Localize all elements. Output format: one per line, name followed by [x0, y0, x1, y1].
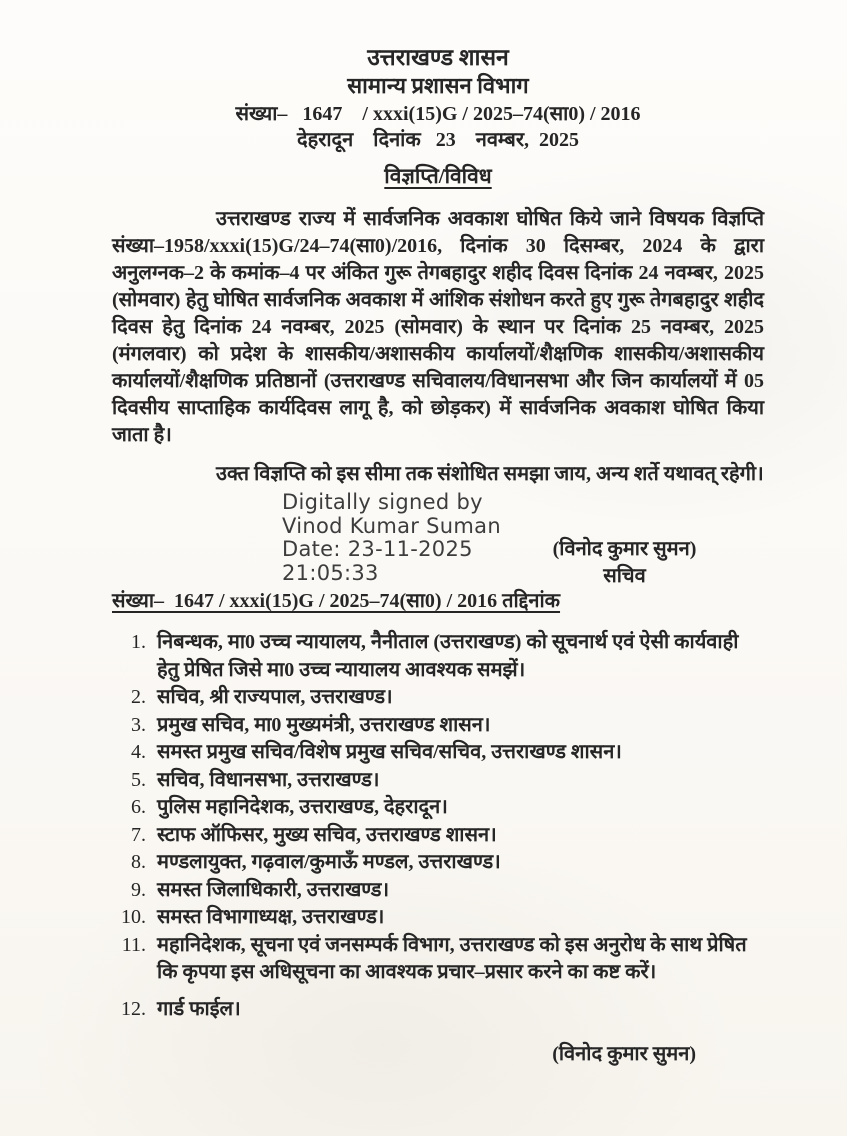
list-item-text: समस्त प्रमुख सचिव/विशेष प्रमुख सचिव/सचिव, उत्तराखण्ड शासन।: [157, 741, 622, 763]
list-item-text: स्टाफ ऑफिसर, मुख्य सचिव, उत्तराखण्ड शासन।: [157, 823, 497, 846]
list-item-number: 7.: [131, 823, 146, 846]
document-content: [112, 38, 764, 1066]
department-name: सामान्य प्रशासन विभाग: [347, 73, 529, 98]
signatory-designation: सचिव: [603, 565, 646, 587]
list-item-text: सचिव, विधानसभा, उत्तराखण्ड।: [157, 768, 380, 791]
list-item: [112, 684, 764, 712]
list-item-number: 6.: [131, 796, 146, 818]
list-item-text: प्रमुख सचिव, मा0 मुख्यमंत्री, उत्तराखण्ड शासन।: [157, 713, 491, 736]
list-item: [112, 712, 764, 740]
list-item-number: 12.: [121, 997, 146, 1020]
list-item-number: 5.: [131, 768, 146, 791]
reference-number-line: संख्या– 1647 / xxxi(15)G / 2025–74(सा0) / 2016 तद्दिनांक: [112, 590, 561, 612]
digital-signature-line-2: Vinod Kumar Suman: [282, 513, 501, 538]
digital-signature-line-1: Digitally signed by: [282, 490, 483, 514]
list-item-text: महानिदेशक, सूचना एवं जनसम्पर्क विभाग, उत्तराखण्ड को इस अनुरोध के साथ प्रेषित कि कृपया इस अधिसूचना का आवश्यक प्रचार–प्रसार करने का कष्ट करें।: [157, 933, 747, 983]
list-item: [112, 849, 764, 877]
list-item: [112, 767, 764, 795]
list-item-number: 10.: [121, 906, 146, 928]
list-item-number: 9.: [131, 878, 146, 901]
list-item-number: 4.: [131, 741, 146, 763]
government-name: उत्तराखण्ड शासन: [367, 45, 509, 70]
list-item: [112, 794, 764, 822]
signatory-name: (विनोद कुमार सुमन): [552, 538, 697, 560]
list-item: [112, 996, 764, 1024]
closing-paragraph: उक्त विज्ञप्ति को इस सीमा तक संशोधित समझा जाय, अन्य शर्ते यथावत् रहेगी।: [216, 463, 764, 485]
place-date-line: देहरादून दिनांक 23 नवम्बर, 2025: [296, 129, 580, 151]
list-item-text: समस्त विभागाध्यक्ष, उत्तराखण्ड।: [157, 906, 385, 928]
list-item-number: 11.: [121, 933, 146, 956]
digital-signature-line-3: Date: 23-11-2025: [282, 537, 473, 561]
main-paragraph: उत्तराखण्ड राज्य में सार्वजनिक अवकाश घोषित किये जाने विषयक विज्ञप्ति संख्या–1958/xxxi(15)G/24–74(सा0)/2016, दिनांक 30 दिसम्बर, 2024 के द्वारा अनुलग्नक–2 के कमांक–4 पर अंकित गुरू तेगबहादुर शहीद दिवस दिनांक 24 नवम्बर, 2025 (सोमवार) हेतु घोषित सार्वजनिक अवकाश में आंशिक संशोधन करते हुए गुरू तेगबहादुर शहीद दिवस हेतु दिनांक 24 नवम्बर, 2025 (सोमवार) के स्थान पर दिनांक 25 नवम्बर, 2025 (मंगलवार) को प्रदेश के शासकीय/अशासकीय कार्यालयों/शैक्षणिक शासकीय/अशासकीय कार्यालयों/शैक्षणिक प्रतिष्ठानों (उत्तराखण्ड सचिवालय/विधानसभा और जिन कार्यालयों में 05 दिवसीय साप्ताहिक कार्यदिवस लागू है, को छोड़कर) में सार्वजनिक अवकाश घोषित किया जाता है।: [112, 208, 764, 446]
footer-signatory-name: (विनोद कुमार सुमन): [552, 1043, 696, 1065]
list-item-text: गार्ड फाईल।: [157, 997, 241, 1020]
list-item-number: 3.: [131, 713, 146, 736]
digital-signature-line-4: 21:05:33: [282, 560, 379, 585]
list-item-number: 8.: [131, 851, 146, 873]
distribution-list: [112, 629, 764, 1023]
digital-signature-stamp: [282, 491, 501, 585]
list-item: [112, 877, 764, 905]
signature-zone: [112, 460, 764, 588]
subject-heading-wrap: [112, 162, 764, 190]
list-item-number: 1.: [131, 631, 146, 653]
list-item: [112, 932, 764, 987]
list-item: [112, 629, 764, 684]
letter-number-line: संख्या– 1647 / xxxi(15)G / 2025–74(सा0) / 2016: [235, 103, 641, 125]
signatory-block: [532, 536, 717, 590]
subject-heading: विज्ञप्ति/विविध: [384, 164, 492, 188]
list-item-text: समस्त जिलाधिकारी, उत्तराखण्ड।: [157, 878, 390, 901]
list-item-text: निबन्धक, मा0 उच्च न्यायालय, नैनीताल (उत्तराखण्ड) को सूचनार्थ एवं ऐसी कार्यवाही हेतु प्रेषित जिसे मा0 उच्च न्यायालय आवश्यक समझें।: [157, 631, 739, 681]
list-item-text: मण्डलायुक्त, गढ़वाल/कुमाऊँ मण्डल, उत्तराखण्ड।: [157, 851, 501, 873]
list-item: [112, 739, 764, 767]
list-item-text: सचिव, श्री राज्यपाल, उत्तराखण्ड।: [157, 686, 393, 708]
list-item-number: 2.: [131, 686, 146, 708]
list-item: [112, 822, 764, 850]
list-item: [112, 904, 764, 932]
list-item-text: पुलिस महानिदेशक, उत्तराखण्ड, देहरादून।: [157, 796, 448, 818]
